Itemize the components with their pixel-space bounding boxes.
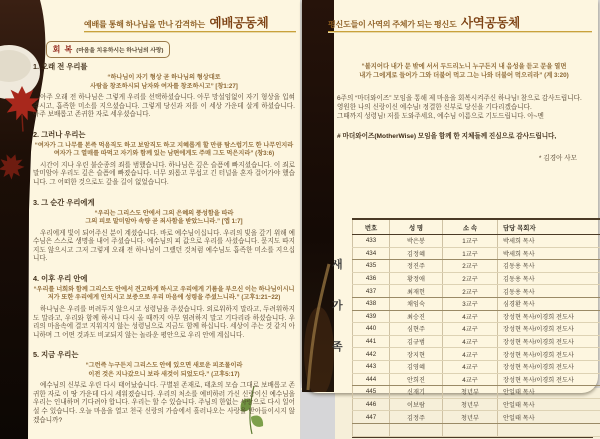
cell-pastor: 장성현 목사/이경희 전도사: [498, 323, 600, 336]
header-prefix: 평신도들이 사역의 주체가 되는 평신도: [328, 20, 457, 29]
cell-name: 황정애: [390, 272, 443, 285]
prayer-line: 그때까지 성령님! 저를 도와주세요, 예수님 이름으로 기도드립니다. 아~멘: [337, 113, 544, 121]
cell-pastor: 장성현 목사/이경희 전도사: [498, 335, 600, 348]
cell-number: 443: [353, 360, 390, 373]
table-row: [353, 386, 600, 399]
section-body: 하나님은 우리를 버려두지 않으시고 성령님을 주셨습니다. 외로워하지 말라고, 두려워하지도 말라고, 우리와 함께 하시니 다시 올 때까지 아무 염려하지 말고 기다리라 하셨습니다. 우리의 마음속에 결코 지워지지 않는 성령님으로 지금도 함께 하십니다. 세상이 주는 것 같지 아니하며 그 어떤 것과도 비교되지 않는 놀라운 평안으로 우리 안에 계십니다.: [33, 306, 295, 339]
cell-pastor: 장성현 목사/이경희 전도사: [498, 360, 600, 373]
quote-line: 저가 또한 우리에게 인치시고 보증으로 우리 마음에 성령을 주셨느니라.” (고후1:21~22): [47, 294, 281, 302]
cell-name: [390, 423, 443, 436]
section-body: 시간이 지나 우린 불순종의 죄를 범했습니다. 하나님은 깊은 슬픔에 빠지셨습니다. 이 죄로 말미암아 우리도 깊은 슬픔에 빠졌습니다. 너무 외롭고 무섭고 긴 터널을 혼자 걸어가야 했습니다. 그 어떠한 것으로도 갚을 길이 없었습니다.: [33, 161, 295, 186]
cell-number: 441: [353, 335, 390, 348]
new-family-table: [352, 218, 593, 439]
cell-number: [353, 423, 390, 436]
cell-group: 2교구: [443, 272, 498, 285]
cell-group: [443, 423, 498, 436]
badge-title: 회 복: [52, 45, 74, 54]
cell-group: 청년부: [443, 386, 498, 399]
table-row: [353, 235, 600, 248]
prayer-text: [337, 94, 593, 122]
section-body: 아주 오래 전 하나님은 그렇게 우리를 선택하셨습니다. 아무 망설임없이 자기 형상을 입혀주시고, 흡족한 미소를 지으셨습니다. 그렇게 당신과 저를 이 세상 가운데 살게 하셨습니다. 아주 보배롭고 존귀한 자로 세우셨습니다.: [33, 94, 295, 119]
cell-name: 안희진: [390, 373, 443, 386]
right-page-header: [328, 13, 520, 32]
col-group: 소 속: [443, 219, 498, 235]
cell-group: 4교구: [443, 310, 498, 323]
cell-group: 1교구: [443, 247, 498, 260]
quote-line: 그의 피로 말미암아 속량 곧 죄사함을 받았느니라.” [엡 1:7]: [85, 218, 243, 226]
cell-group: 4교구: [443, 360, 498, 373]
prayer-line: 6주의 “마더와이즈” 모임을 통해 제 마음을 회복시켜주신 하나님! 참으로 감사드립니다.: [337, 95, 582, 102]
quote-line: “하나님이 자기 형상 곧 하나님의 형상대로: [107, 74, 221, 81]
cell-number: 445: [353, 386, 390, 399]
label-char: 가: [332, 300, 343, 312]
quote-line: 여자가 그 열매를 따먹고 자기와 함께 있는 남편에게도 주매 그도 먹은지라” (창3:6): [53, 150, 275, 158]
cell-number: 437: [353, 285, 390, 298]
cell-number: 442: [353, 348, 390, 361]
cell-name: 김정주: [390, 411, 443, 424]
badge-subtitle: (마음을 치유하시는 하나님의 사랑): [76, 48, 164, 54]
section-quote: [33, 362, 295, 379]
cell-group: 1교구: [443, 235, 498, 248]
table-row: [353, 297, 600, 310]
cell-number: 439: [353, 310, 390, 323]
section-body: 우리에게 빛이 되어주신 분이 계셨습니다. 바로 예수님이십니다. 우리의 빚을 갚기 위해 예수님은 스스로 생명을 내어 주셨습니다. 예수님의 피 값으로 우리를 사셨습니다. 묻지도 따지지도 않으시고 그저 그렇게 오래 전 하나님이 그랬던 것처럼 예수님도 흡족한 미소를 지으십니다.: [33, 229, 295, 263]
table-row: [353, 260, 600, 273]
cell-name: 최승진: [390, 310, 443, 323]
right-photo-strip: [302, 0, 334, 392]
calligraphy-photo: [302, 0, 334, 392]
cell-name: 이보람: [390, 398, 443, 411]
cell-pastor: [498, 423, 600, 436]
section-body: 예수님의 신부로 우린 다시 태어났습니다. 구별된 존재로, 태초의 모습 그대로 보배롭고 존귀한 자로 이 땅 가운데 다시 세워졌습니다. 우리의 처소를 예비하러 가신 신랑이신 예수님을 우리는 인내하며 기다려야 합니다. 우리는 할 수 있습니다. 주님의 한없는 사랑으로 다시 일어설 수 있습니다. 오늘 마음을 열고 천국 신랑의 가슴에서 흘러나오는 사랑을 받아들이시지 않겠습니까?: [33, 382, 295, 424]
cell-number: 433: [353, 235, 390, 248]
cell-group: 3교구: [443, 297, 498, 310]
table-row: [353, 335, 600, 348]
table-row: [353, 348, 600, 361]
table-row: [353, 373, 600, 386]
cell-pastor: 김동용 목사: [498, 285, 600, 298]
quote-line: “우리를 너희와 함께 그리스도 안에서 견고하게 하시고 우리에게 기름을 부으신 이는 하나님이시니: [33, 285, 295, 293]
quote-line: 내가 그에게로 들어가 그와 더불어 먹고 그는 나와 더불어 먹으리라” (계 3:20): [359, 72, 569, 80]
section-quote: [33, 142, 295, 159]
section-quote: [33, 286, 295, 303]
cell-pastor: 안일태 목사: [498, 386, 600, 399]
section-title: 1. 오래 전 우리를: [33, 62, 88, 71]
quote-line: “그런즉 누구든지 그리스도 안에 있으면 새로운 피조물이라: [85, 362, 243, 370]
devotion-section: [33, 350, 295, 425]
table-row: [353, 310, 600, 323]
cell-pastor: 박세희 목사: [498, 235, 600, 248]
page-title: 예배공동체: [209, 16, 269, 30]
thanks-note: # 마더와이즈(MotherWise) 모임을 함께 한 지체들께 진심으로 감사드립니다,: [337, 133, 557, 140]
cell-group: 2교구: [443, 285, 498, 298]
page-title: 사역공동체: [461, 16, 520, 30]
label-char: 새: [332, 259, 343, 271]
section-title: 5. 지금 우리는: [33, 350, 79, 360]
scripture-quote: [337, 62, 591, 80]
left-page-header: [84, 13, 268, 32]
cell-group: 청년부: [443, 411, 498, 424]
cell-name: 채임숙: [390, 297, 443, 310]
cell-group: 청년부: [443, 398, 498, 411]
restore-badge: [46, 41, 170, 58]
cell-number: 446: [353, 398, 390, 411]
cell-pastor: 심경환 목사: [498, 297, 600, 310]
label-char: 족: [332, 341, 343, 353]
cell-group: 4교구: [443, 323, 498, 336]
quote-line: “볼지어다 내가 문 밖에 서서 두드리노니 누구든지 내 음성을 듣고 문을 열면: [361, 63, 567, 70]
cell-name: 심현주: [390, 323, 443, 336]
table-row: [353, 272, 600, 285]
cell-pastor: 박세희 목사: [498, 247, 600, 260]
cell-pastor: 김동용 목사: [498, 260, 600, 273]
table-row: [353, 423, 600, 436]
section-title: 3. 그 순간 우리에게: [33, 197, 95, 207]
cell-pastor: 장성현 목사/이경희 전도사: [498, 348, 600, 361]
quote-line: 사람을 창조하시되 남자와 여자를 창조하시고” [창1:27]: [90, 82, 238, 90]
prayer-line: 영원한 나의 신랑이신 예수님! 정결한 신부로 당신을 기다리겠습니다.: [337, 104, 532, 112]
table-header-row: [353, 219, 600, 235]
cell-number: 438: [353, 297, 390, 310]
new-family-label: [332, 256, 343, 354]
section-title: 4. 이후 우리 안에: [33, 273, 88, 283]
cell-name: 장지현: [390, 348, 443, 361]
cell-name: 최재헌: [390, 285, 443, 298]
quote-line: “여자가 그 나무를 본즉 먹음직도 하고 보암직도 하고 지혜롭게 할 만큼 탐스럽기도 한 나무인지라: [34, 141, 294, 149]
header-rule: [328, 31, 592, 33]
header-prefix: 예배를 통해 하나님을 만나 감격하는: [84, 20, 206, 29]
col-pastor: 담당 목회자: [498, 219, 600, 235]
cell-name: 신재기: [390, 386, 443, 399]
left-sections: [33, 62, 295, 435]
devotion-section: [33, 198, 295, 264]
cell-name: 박은봉: [390, 235, 443, 248]
cell-group: 4교구: [443, 373, 498, 386]
cell-pastor: 김동용 목사: [498, 272, 600, 285]
table-row: [353, 398, 600, 411]
devotion-section: [33, 130, 295, 188]
cell-pastor: 안일태 목사: [498, 411, 600, 424]
devotion-section: [33, 62, 295, 120]
cell-pastor: 안일태 목사: [498, 398, 600, 411]
section-title: 2. 그러나 우리는: [33, 129, 86, 139]
section-quote: [33, 210, 295, 227]
quote-line: 이전 것은 지나갔으니 보라 새것이 되었도다.” (고후5:17): [88, 370, 240, 378]
cell-number: 447: [353, 411, 390, 424]
header-rule: [84, 31, 296, 33]
table-row: [353, 411, 600, 424]
quote-line: “우리는 그리스도 안에서 그의 은혜의 풍성함을 따라: [94, 209, 234, 217]
cell-number: 435: [353, 260, 390, 273]
cell-pastor: 장성현 목사/이경희 전도사: [498, 373, 600, 386]
col-name: 성 명: [390, 219, 443, 235]
cell-group: 4교구: [443, 335, 498, 348]
signature: * 김경아 사모: [538, 155, 577, 162]
section-quote: [33, 74, 295, 91]
cell-name: 김영혜: [390, 360, 443, 373]
page-gap-shadow: [301, 390, 335, 439]
cell-name: 정진주: [390, 260, 443, 273]
cell-pastor: 장성현 목사/이경희 전도사: [498, 310, 600, 323]
col-number: 번호: [353, 219, 390, 235]
cell-name: 김정혜: [390, 247, 443, 260]
cell-name: 김규범: [390, 335, 443, 348]
cell-number: 444: [353, 373, 390, 386]
table-row: [353, 285, 600, 298]
cell-group: 4교구: [443, 348, 498, 361]
table-row: [353, 360, 600, 373]
table-row: [353, 323, 600, 336]
devotion-section: [33, 274, 295, 340]
cell-number: 436: [353, 272, 390, 285]
table-row: [353, 247, 600, 260]
cell-number: 434: [353, 247, 390, 260]
cell-number: 440: [353, 323, 390, 336]
cell-group: 2교구: [443, 260, 498, 273]
